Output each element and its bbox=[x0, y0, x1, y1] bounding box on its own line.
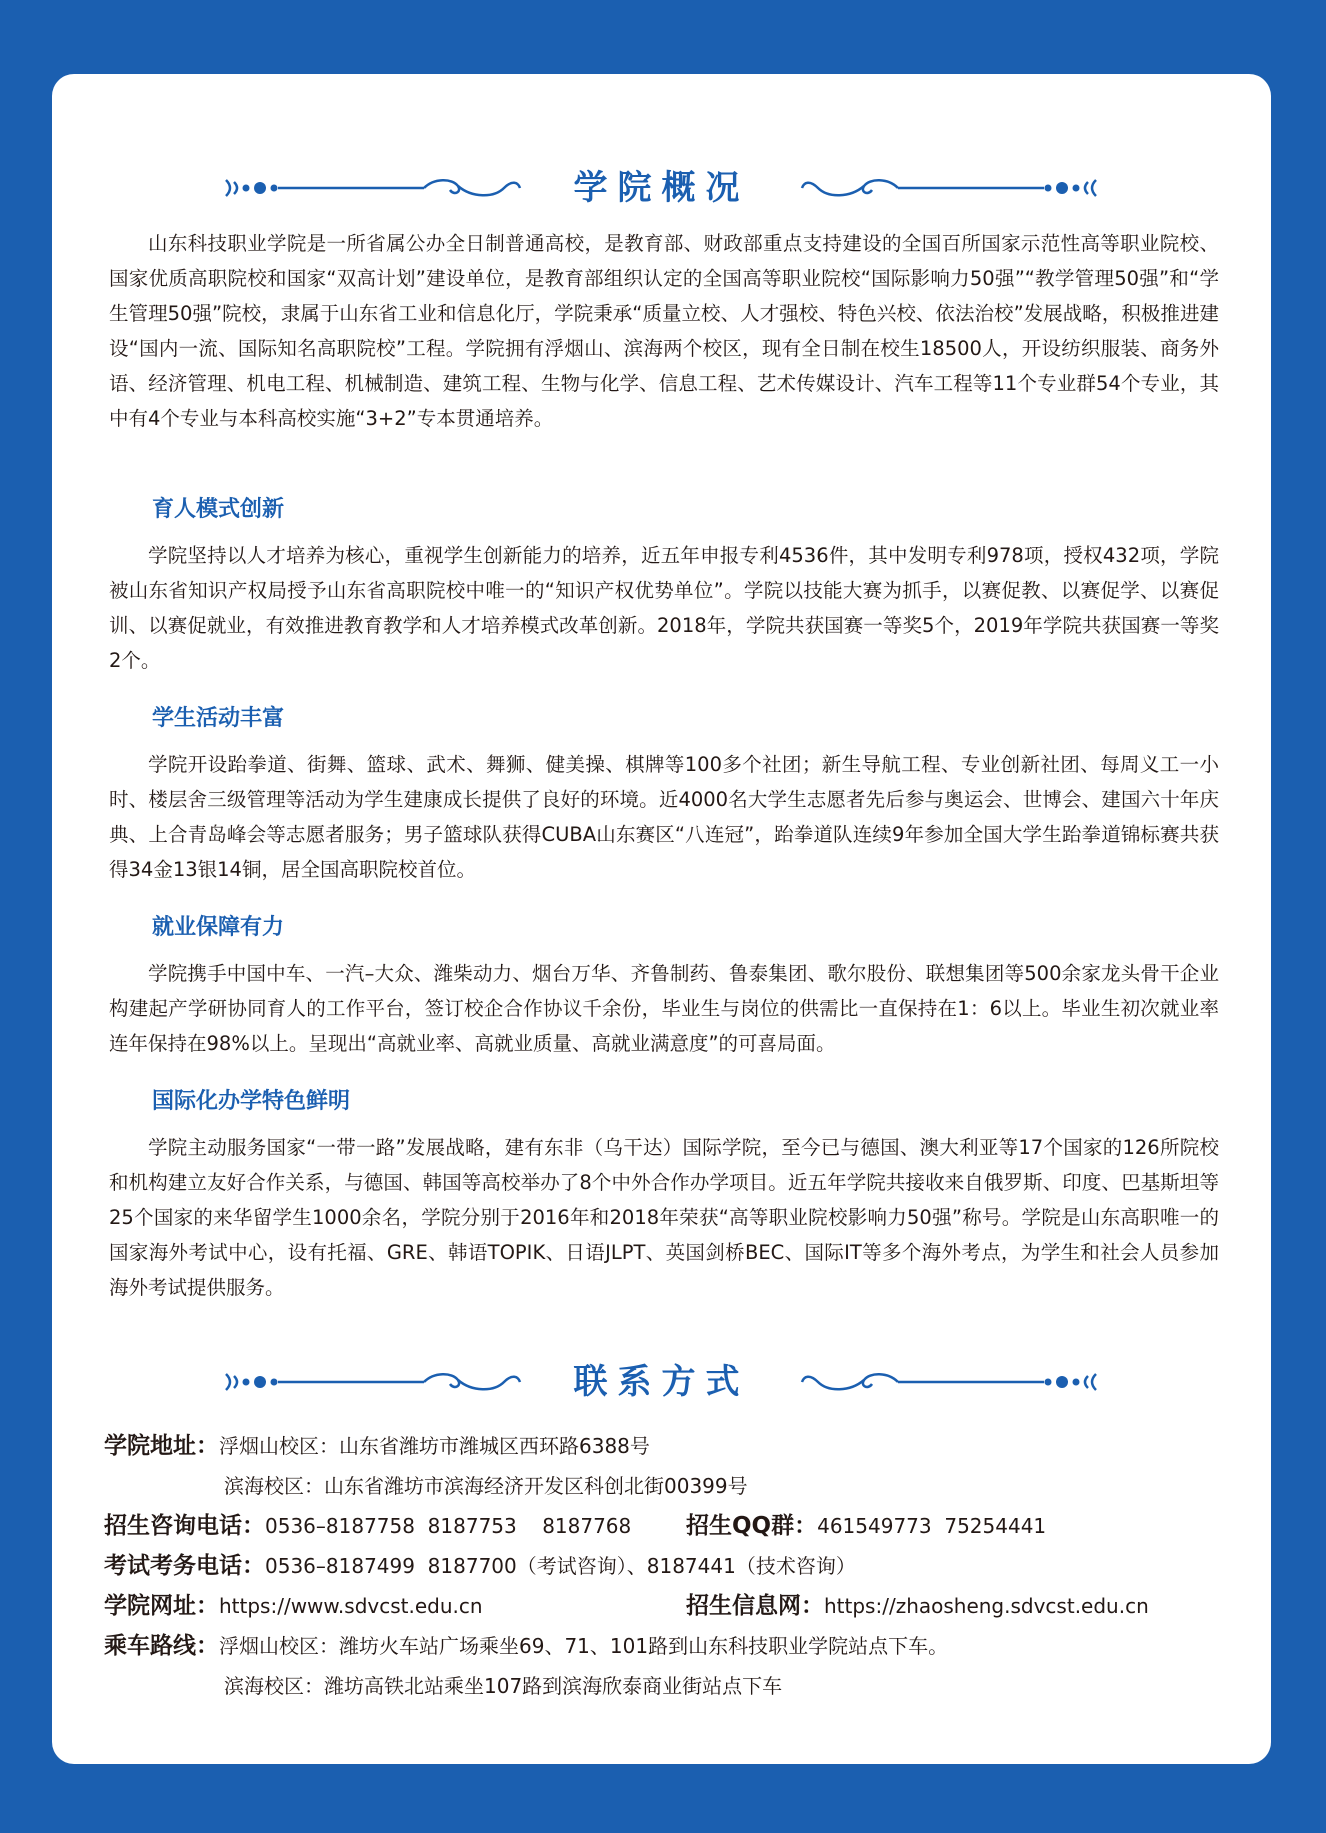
address-campus-2: 滨海校区：山东省潍坊市滨海经济开发区科创北街00399号 bbox=[224, 1474, 748, 1498]
route-label: 乘车路线： bbox=[104, 1633, 219, 1659]
admission-phone-row bbox=[104, 1506, 631, 1546]
section-banner-contact bbox=[52, 1354, 1271, 1410]
route-row-2 bbox=[224, 1666, 782, 1706]
admission-phone: 0536–8187758 8187753 8187768 bbox=[265, 1514, 632, 1538]
intro-paragraph: 山东科技职业学院是一所省属公办全日制普通高校，是教育部、财政部重点支持建设的全国百所国家示范性高等职业院校、国家优质高职院校和国家“双高计划”建设单位，是教育部组织认定的全国高等职业院校“国际影响力50强”“教学管理50强”和“学生管理50强”院校，隶属于山东省工业和信息化厅，学院秉承“质量立校、人才强校、特色兴校、依法治校”发展战略，积极推进建设“国内一流、国际知名高职院校”工程。学院拥有浮烟山、滨海两个校区，现有全日制在校生18500人，开设纺织服装、商务外语、经济管理、机电工程、机械制造、建筑工程、生物与化学、信息工程、艺术传媒设计、汽车工程等11个专业群54个专业，其中有4个专业与本科高校实施“3+2”专本贯通培养。 bbox=[109, 232, 1219, 430]
address-campus-1: 浮烟山校区：山东省潍坊市潍城区西环路6388号 bbox=[219, 1434, 650, 1458]
admission-site-row bbox=[686, 1586, 1149, 1626]
paragraph-international: 学院主动服务国家“一带一路”发展战略，建有东非（乌干达）国际学院，至今已与德国、澳大利亚等17个国家的126所院校和机构建立友好合作关系，与德国、韩国等高校举办了8个中外合作办学项目。近五年学院共接收来自俄罗斯、印度、巴基斯坦等25个国家的来华留学生1000余名，学院分别于2016年和2018年荣获“高等职业院校影响力50强”称号。学院是山东高职唯一的国家海外考试中心，设有托福、GRE、韩语TOPIK、日语JLPT、英国剑桥BEC、国际IT等多个海外考点，为学生和社会人员参加海外考试提供服务。 bbox=[109, 1136, 1219, 1299]
route-row bbox=[104, 1626, 948, 1666]
right-ornament-icon bbox=[800, 168, 1100, 208]
content-card bbox=[52, 74, 1271, 1764]
admission-phone-label: 招生咨询电话： bbox=[104, 1513, 265, 1539]
right-ornament-icon bbox=[800, 1362, 1100, 1402]
website-link[interactable]: https://www.sdvcst.edu.cn bbox=[219, 1594, 483, 1618]
address-label: 学院地址： bbox=[104, 1433, 219, 1459]
section-title-contact: 联系方式 bbox=[573, 1362, 750, 1402]
qq-label: 招生QQ群： bbox=[686, 1513, 818, 1539]
qq-groups: 461549773 75254441 bbox=[817, 1514, 1047, 1538]
section-title-overview: 学院概况 bbox=[573, 168, 750, 208]
subheading-international: 国际化办学特色鲜明 bbox=[152, 1089, 351, 1114]
exam-phone: 0536–8187499 8187700（考试咨询）、8187441（技术咨询） bbox=[265, 1554, 856, 1578]
address-row-2 bbox=[224, 1466, 748, 1506]
admission-site-link[interactable]: https://zhaosheng.sdvcst.edu.cn bbox=[824, 1594, 1149, 1618]
website-row bbox=[104, 1586, 483, 1626]
paragraph-education: 学院坚持以人才培养为核心，重视学生创新能力的培养，近五年申报专利4536件，其中发明专利978项，授权432项，学院被山东省知识产权局授予山东省高职院校中唯一的“知识产权优势单位”。学院以技能大赛为抓手，以赛促教、以赛促学、以赛促训、以赛促就业，有效推进教育教学和人才培养模式改革创新。2018年，学院共获国赛一等奖5个，2019年学院共获国赛一等奖2个。 bbox=[109, 544, 1219, 672]
paragraph-employment: 学院携手中国中车、一汽–大众、潍柴动力、烟台万华、齐鲁制药、鲁泰集团、歌尔股份、联想集团等500余家龙头骨干企业构建起产学研协同育人的工作平台，签订校企合作协议千余份，毕业生与岗位的供需比一直保持在1：6以上。毕业生初次就业率连年保持在98%以上。呈现出“高就业率、高就业质量、高就业满意度”的可喜局面。 bbox=[109, 962, 1219, 1055]
paragraph-activities: 学院开设跆拳道、街舞、篮球、武术、舞狮、健美操、棋牌等100多个社团；新生导航工程、专业创新社团、每周义工一小时、楼层舍三级管理等活动为学生建康成长提供了良好的环境。近4000名大学生志愿者先后参与奥运会、世博会、建国六十年庆典、上合青岛峰会等志愿者服务；男子篮球队获得CUBA山东赛区“八连冠”，跆拳道队连续9年参加全国大学生跆拳道锦标赛共获得34金13银14铜，居全国高职院校首位。 bbox=[109, 753, 1219, 881]
section-banner-overview bbox=[52, 160, 1271, 216]
website-label: 学院网址： bbox=[104, 1593, 219, 1619]
route-campus-1: 浮烟山校区：潍坊火车站广场乘坐69、71、101路到山东科技职业学院站点下车。 bbox=[219, 1634, 949, 1658]
subheading-education: 育人模式创新 bbox=[152, 497, 285, 522]
exam-phone-label: 考试考务电话： bbox=[104, 1553, 265, 1579]
exam-phone-row bbox=[104, 1546, 856, 1586]
qq-row bbox=[686, 1506, 1046, 1546]
route-campus-2: 滨海校区：潍坊高铁北站乘坐107路到滨海欣泰商业街站点下车 bbox=[224, 1674, 783, 1698]
address-row bbox=[104, 1426, 650, 1466]
subheading-employment: 就业保障有力 bbox=[152, 915, 285, 940]
subheading-activities: 学生活动丰富 bbox=[152, 706, 285, 731]
admission-site-label: 招生信息网： bbox=[686, 1593, 824, 1619]
